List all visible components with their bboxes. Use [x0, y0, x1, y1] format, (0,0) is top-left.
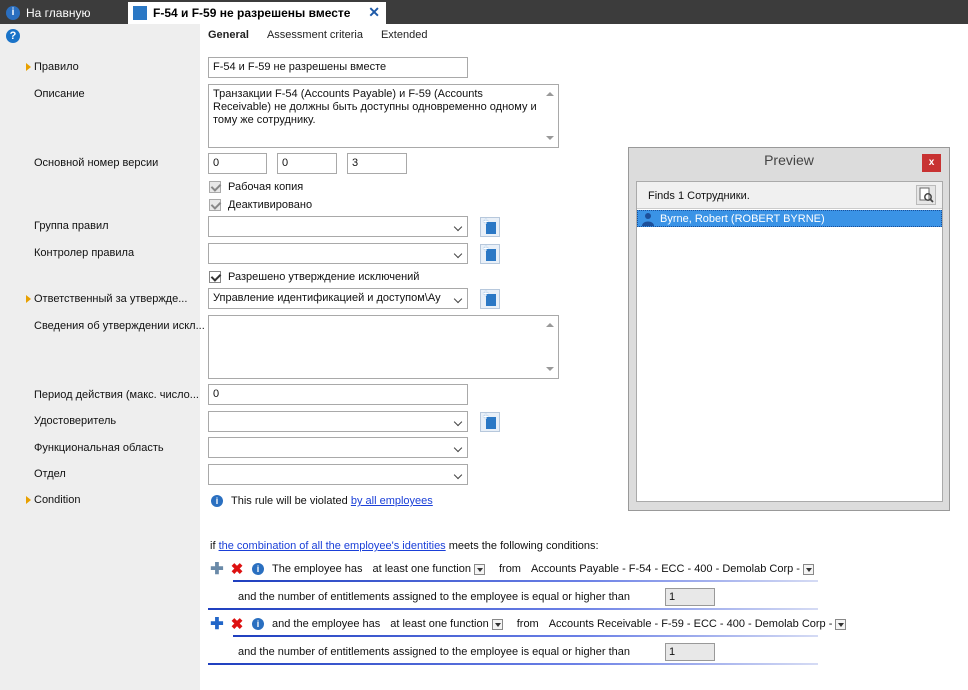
- tab-general[interactable]: General: [208, 29, 249, 41]
- working-copy-label: Рабочая копия: [228, 181, 304, 193]
- identities-link[interactable]: the combination of all the employee's identities: [218, 540, 446, 552]
- department-select[interactable]: [208, 464, 468, 485]
- violation-text: This rule will be violated: [231, 495, 351, 507]
- info-icon: i: [211, 495, 223, 507]
- info-icon: i: [6, 6, 20, 20]
- label-department: Отдел: [34, 468, 66, 480]
- finds-count: Finds 1 Сотрудники.: [648, 190, 750, 202]
- label-condition: Condition: [34, 494, 81, 506]
- source-select[interactable]: Accounts Payable - F-54 - ECC - 400 - Demolab Corp -: [531, 563, 814, 575]
- preview-toolbar: [637, 182, 942, 209]
- version-major-input[interactable]: 0: [208, 153, 267, 174]
- count-text: and the number of entitlements assigned to the employee is equal or higher than: [238, 646, 630, 658]
- if-suffix: meets the following conditions:: [445, 540, 599, 552]
- approval-info-scrollbar[interactable]: [543, 317, 557, 377]
- label-rule-group: Группа правил: [34, 220, 109, 232]
- condition-separator: [233, 635, 818, 637]
- description-text: Транзакции F-54 (Accounts Payable) и F-59 (Accounts Receivable) не должны быть доступны одновременно одному и тому же сотруднику.: [213, 88, 537, 126]
- working-copy-checkbox[interactable]: [209, 181, 221, 193]
- quantifier-select[interactable]: at least one function: [390, 618, 502, 630]
- rule-name-input[interactable]: F-54 и F-59 не разрешены вместе: [208, 57, 468, 78]
- approval-info-textarea[interactable]: [208, 315, 559, 379]
- condition-separator: [233, 580, 818, 582]
- tab-extended[interactable]: Extended: [380, 29, 428, 41]
- description-scrollbar[interactable]: [543, 86, 557, 146]
- label-description: Описание: [34, 88, 85, 100]
- tab-rule[interactable]: [128, 2, 386, 24]
- validity-input[interactable]: 0: [208, 384, 468, 405]
- preview-panel: [628, 147, 950, 511]
- label-validity: Период действия (макс. число...: [34, 389, 199, 401]
- version-minor-input[interactable]: 0: [277, 153, 337, 174]
- count-text: and the number of entitlements assigned to the employee is equal or higher than: [238, 591, 630, 603]
- result-row[interactable]: [637, 210, 942, 227]
- info-icon[interactable]: i: [252, 563, 264, 575]
- add-rule-controller-button[interactable]: +: [480, 244, 500, 264]
- tab-home[interactable]: [6, 2, 90, 24]
- functional-area-select[interactable]: [208, 437, 468, 458]
- result-label: Byrne, Robert (ROBERT BYRNE): [660, 213, 825, 225]
- description-textarea[interactable]: [208, 84, 559, 148]
- edit-icon: [133, 6, 147, 20]
- attestor-select[interactable]: [208, 411, 468, 432]
- if-prefix: if: [210, 540, 219, 552]
- condition-intro: [210, 540, 599, 552]
- info-icon[interactable]: i: [252, 618, 264, 630]
- close-tab-icon[interactable]: ✕: [368, 4, 380, 20]
- condition-lead: and the employee has: [272, 618, 381, 630]
- tab-home-label: На главную: [26, 6, 91, 20]
- quantifier-select[interactable]: at least one function: [373, 563, 485, 575]
- count-input[interactable]: 1: [665, 588, 715, 606]
- from-label: from: [516, 618, 539, 630]
- from-label: from: [498, 563, 521, 575]
- close-preview-button[interactable]: x: [922, 154, 941, 172]
- rule-group-select[interactable]: [208, 216, 468, 237]
- user-icon: [641, 212, 655, 226]
- exceptions-allowed-checkbox[interactable]: [209, 271, 221, 283]
- approver-select[interactable]: Управление идентификацией и доступом\Ау: [208, 288, 468, 309]
- label-approver: Ответственный за утвержде...: [34, 293, 188, 305]
- exceptions-allowed-label: Разрешено утверждение исключений: [228, 271, 420, 283]
- condition-row-1: [208, 558, 814, 580]
- add-rule-group-button[interactable]: +: [480, 217, 500, 237]
- search-icon[interactable]: [916, 185, 936, 205]
- label-version: Основной номер версии: [34, 157, 159, 169]
- subtabs: [208, 29, 427, 41]
- rule-controller-select[interactable]: [208, 243, 468, 264]
- title-bar: [0, 0, 968, 24]
- add-condition-icon[interactable]: ✚: [210, 561, 224, 578]
- condition-separator: [208, 663, 818, 665]
- violation-line: [211, 495, 433, 507]
- delete-condition-icon[interactable]: ✖: [230, 616, 244, 633]
- add-approver-button[interactable]: +: [480, 289, 500, 309]
- deactivated-checkbox[interactable]: [209, 199, 221, 211]
- label-approval-info: Сведения об утверждении искл...: [34, 320, 205, 332]
- violation-link[interactable]: by all employees: [350, 495, 433, 507]
- version-patch-input[interactable]: 3: [347, 153, 407, 174]
- count-input[interactable]: 1: [665, 643, 715, 661]
- label-attestor: Удостоверитель: [34, 415, 117, 427]
- preview-body: [636, 181, 943, 502]
- condition-lead: The employee has: [272, 563, 363, 575]
- condition-row-2: [208, 613, 846, 635]
- label-functional-area: Функциональная область: [34, 442, 164, 454]
- help-icon[interactable]: ?: [6, 29, 20, 43]
- label-column: [0, 24, 200, 690]
- deactivated-label: Деактивировано: [228, 199, 313, 211]
- tab-assessment-criteria[interactable]: Assessment criteria: [266, 29, 363, 41]
- add-attestor-button[interactable]: +: [480, 412, 500, 432]
- label-rule: Правило: [34, 61, 79, 73]
- label-rule-controller: Контролер правила: [34, 247, 135, 259]
- condition-separator: [208, 608, 818, 610]
- preview-title: Preview: [764, 152, 814, 168]
- add-condition-icon[interactable]: ✚: [210, 616, 224, 633]
- source-select[interactable]: Accounts Receivable - F-59 - ECC - 400 - Demolab Corp -: [549, 618, 847, 630]
- delete-condition-icon[interactable]: ✖: [230, 561, 244, 578]
- tab-rule-label: F-54 и F-59 не разрешены вместе: [153, 6, 351, 20]
